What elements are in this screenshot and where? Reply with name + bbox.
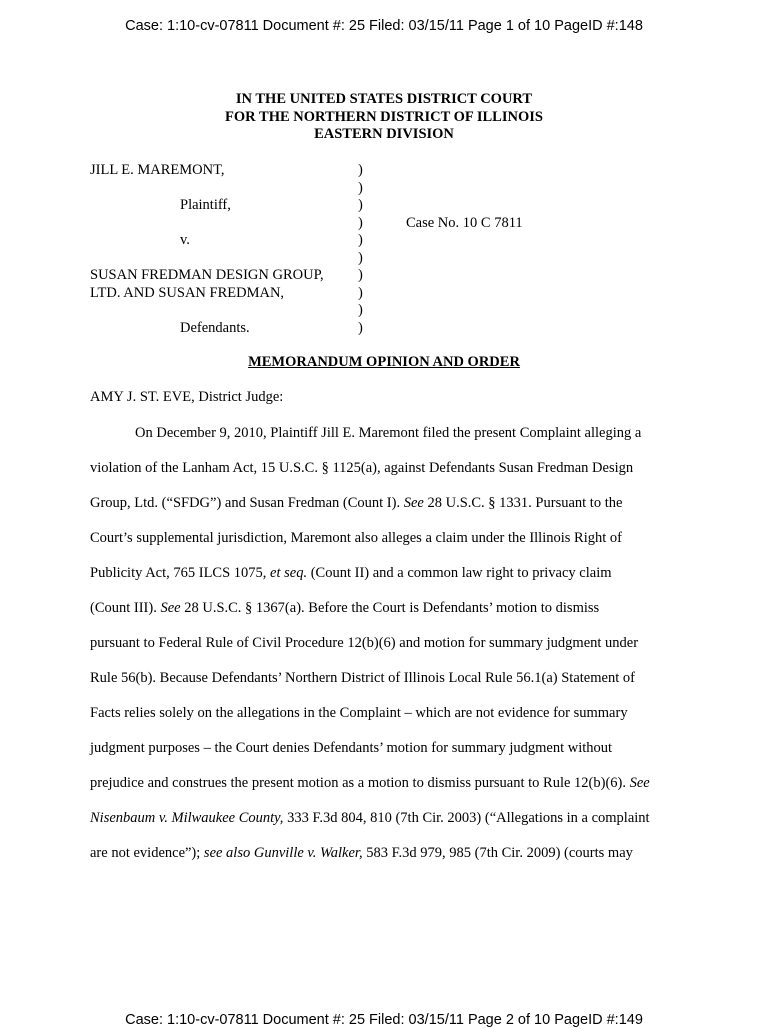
- body-text: judgment purposes – the Court denies Defendants’ motion for summary judgment without: [90, 739, 613, 756]
- court-heading-line1: IN THE UNITED STATES DISTRICT COURT: [235, 91, 533, 107]
- body-text: Publicity Act, 765 ILCS 1075,: [90, 564, 271, 581]
- body-italic-text: et seq.: [270, 564, 308, 581]
- versus-label: v.: [180, 232, 190, 248]
- caption-paren: ): [358, 232, 363, 248]
- body-line-1: [135, 425, 641, 443]
- caption-paren-column: [358, 162, 368, 337]
- body-line-12: [90, 810, 650, 828]
- body-text: 333 F.3d 804, 810 (7th Cir. 2003) (“Allegations in a complaint: [283, 809, 650, 826]
- body-line-13: [90, 845, 633, 863]
- body-line-10: [90, 740, 612, 758]
- caption-paren: ): [358, 284, 363, 301]
- body-text: prejudice and construes the present motion as a motion to dismiss pursuant to Rule 12(b)(6).: [90, 774, 630, 791]
- body-italic-text: See: [403, 494, 424, 511]
- plaintiff-name: JILL E. MAREMONT,: [90, 162, 225, 178]
- body-line-2: [90, 460, 633, 478]
- body-line-4: [90, 530, 622, 548]
- document-title: MEMORANDUM OPINION AND ORDER: [248, 354, 520, 370]
- body-line-6: [90, 600, 599, 618]
- body-text: Rule 56(b). Because Defendants’ Northern District of Illinois Local Rule 56.1(a) Statement of: [90, 669, 635, 686]
- body-line-5: [90, 565, 612, 583]
- court-heading-line2: FOR THE NORTHERN DISTRICT OF ILLINOIS: [225, 108, 543, 125]
- defendant-role: Defendants.: [180, 319, 250, 336]
- caption-paren: ): [358, 302, 363, 318]
- body-italic-text: Nisenbaum v. Milwaukee County,: [90, 809, 284, 826]
- body-text: violation of the Lanham Act, 15 U.S.C. § 1125(a), against Defendants Susan Fredman Design: [90, 459, 634, 476]
- body-italic-text: see also Gunville v. Walker,: [203, 844, 363, 861]
- body-text: Group, Ltd. (“SFDG”) and Susan Fredman (Count I).: [90, 494, 404, 511]
- page-header-next: Case: 1:10-cv-07811 Document #: 25 Filed: 03/15/11 Page 2 of 10 PageID #:149: [125, 1012, 643, 1028]
- body-text: are not evidence”);: [90, 844, 204, 861]
- caption-paren: ): [358, 179, 363, 196]
- body-line-11: [90, 775, 650, 793]
- body-text: On December 9, 2010, Plaintiff Jill E. Maremont filed the present Complaint alleging a: [135, 424, 642, 441]
- judge-line: AMY J. ST. EVE, District Judge:: [90, 389, 284, 405]
- page-header-top: Case: 1:10-cv-07811 Document #: 25 Filed: 03/15/11 Page 1 of 10 PageID #:148: [125, 18, 643, 34]
- body-text: 28 U.S.C. § 1367(a). Before the Court is Defendants’ motion to dismiss: [180, 599, 600, 616]
- body-text: (Count III).: [90, 599, 161, 616]
- body-italic-text: See: [629, 774, 650, 791]
- caption-paren: ): [358, 197, 363, 213]
- case-number: Case No. 10 C 7811: [406, 214, 523, 231]
- caption-paren: ): [358, 249, 363, 266]
- body-line-3: [90, 495, 622, 513]
- body-text: (Count II) and a common law right to privacy claim: [307, 564, 612, 581]
- caption-paren: ): [358, 319, 363, 336]
- caption-paren: ): [358, 162, 363, 178]
- court-heading: [0, 91, 768, 144]
- body-text: 583 F.3d 979, 985 (7th Cir. 2009) (courts may: [362, 844, 633, 861]
- body-text: pursuant to Federal Rule of Civil Procedure 12(b)(6) and motion for summary judgment under: [90, 634, 639, 651]
- body-line-7: [90, 635, 638, 653]
- plaintiff-role: Plaintiff,: [180, 197, 231, 213]
- defendant-name-line2: LTD. AND SUSAN FREDMAN,: [90, 284, 285, 301]
- body-line-9: [90, 705, 628, 723]
- body-italic-text: See: [160, 599, 181, 616]
- court-heading-line3: EASTERN DIVISION: [314, 126, 454, 142]
- body-text: Court’s supplemental jurisdiction, Maremont also alleges a claim under the Illinois Right of: [90, 529, 622, 546]
- caption-paren: ): [358, 267, 363, 283]
- body-text: Facts relies solely on the allegations in the Complaint – which are not evidence for summary: [90, 704, 628, 721]
- defendant-name-line1: SUSAN FREDMAN DESIGN GROUP,: [90, 267, 324, 283]
- body-text: 28 U.S.C. § 1331. Pursuant to the: [423, 494, 623, 511]
- caption-paren: ): [358, 214, 363, 231]
- body-line-8: [90, 670, 635, 688]
